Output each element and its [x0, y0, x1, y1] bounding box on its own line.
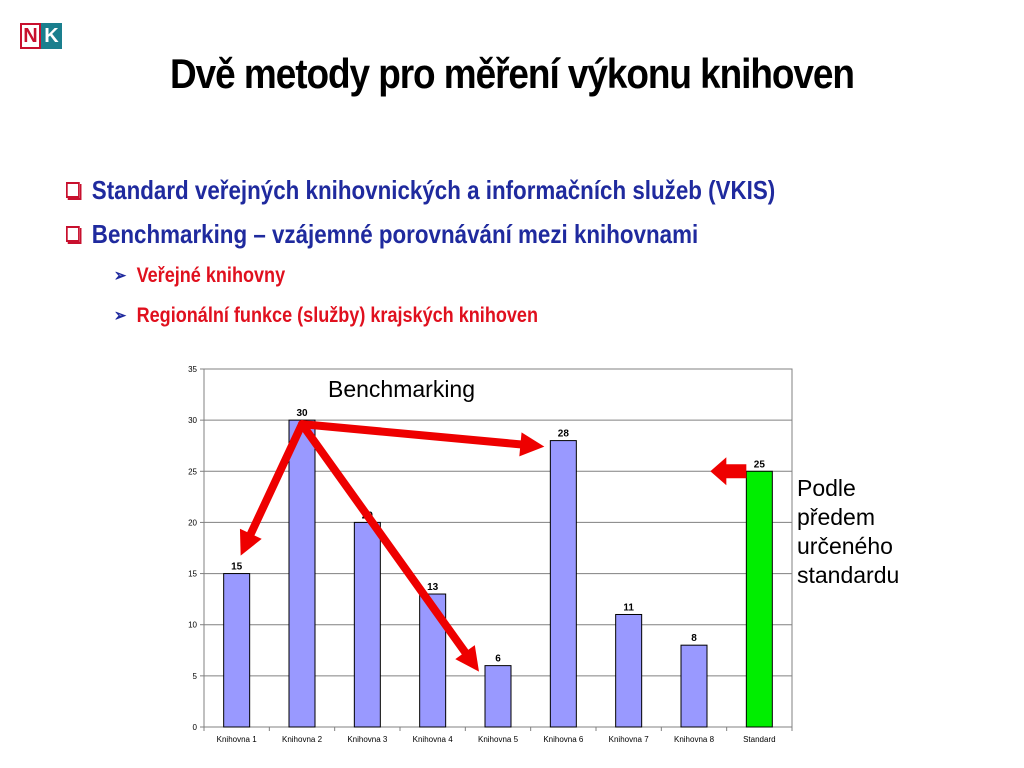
- arrowhead-bullet-icon: ➢: [114, 306, 127, 325]
- bullet-vkis: [66, 168, 874, 212]
- y-tick-label: 15: [188, 569, 197, 579]
- bar: [681, 645, 707, 727]
- data-label: 15: [231, 561, 243, 573]
- data-label: 8: [691, 633, 697, 645]
- y-tick-label: 25: [188, 467, 197, 477]
- bar: [224, 574, 250, 727]
- bullet-text: Standard veřejných knihovnických a informačních služeb (VKIS): [91, 174, 776, 205]
- x-tick-label: Knihovna 5: [477, 735, 519, 744]
- bullet-benchmarking: [66, 212, 874, 256]
- x-tick-label: Knihovna 7: [608, 735, 649, 744]
- benchmarking-label: Benchmarking: [328, 376, 476, 402]
- data-label: 25: [753, 459, 765, 471]
- data-label: 30: [296, 408, 308, 420]
- data-label: 11: [623, 602, 634, 614]
- x-tick-label: Knihovna 1: [216, 735, 257, 744]
- data-label: 13: [427, 582, 439, 594]
- bar: [550, 441, 576, 727]
- subbullet-public-libraries: [114, 256, 881, 296]
- bar-chart: [170, 360, 810, 760]
- logo-letter-k: K: [41, 23, 62, 49]
- data-label: 28: [557, 428, 569, 440]
- bar: [485, 666, 511, 727]
- square-bullet-icon: [66, 226, 80, 242]
- standard-note: Podle předem určeného standardu: [797, 475, 900, 588]
- logo-letter-n: N: [20, 23, 41, 49]
- bar: [616, 614, 642, 727]
- square-bullet-icon: [66, 182, 80, 198]
- y-tick-label: 35: [188, 365, 197, 374]
- data-label: 6: [495, 653, 501, 665]
- y-tick-label: 30: [188, 416, 197, 426]
- subbullet-text: Veřejné knihovny: [136, 264, 286, 287]
- subbullet-text: Regionální funkce (služby) krajských knihoven: [136, 304, 539, 327]
- x-tick-label: Knihovna 6: [543, 735, 584, 744]
- x-tick-label: Knihovna 4: [412, 735, 453, 744]
- nk-logo: [20, 23, 62, 49]
- arrowhead-bullet-icon: ➢: [114, 266, 127, 285]
- x-tick-label: Knihovna 8: [673, 735, 715, 744]
- x-tick-label: Knihovna 3: [347, 735, 388, 744]
- bar: [746, 471, 772, 727]
- bullet-text: Benchmarking – vzájemné porovnávání mezi knihovnami: [91, 218, 699, 249]
- y-tick-label: 10: [188, 620, 197, 630]
- y-tick-label: 20: [188, 518, 197, 528]
- bar: [354, 522, 380, 727]
- x-tick-label: Standard: [743, 735, 776, 744]
- x-tick-label: Knihovna 2: [281, 735, 323, 744]
- y-tick-label: 5: [192, 671, 197, 681]
- y-tick-label: 0: [192, 723, 197, 732]
- subbullet-regional-functions: [114, 296, 881, 336]
- bar: [289, 420, 315, 727]
- bullet-list: [66, 168, 1006, 336]
- slide-title: Dvě metody pro měření výkonu knihoven: [170, 50, 854, 97]
